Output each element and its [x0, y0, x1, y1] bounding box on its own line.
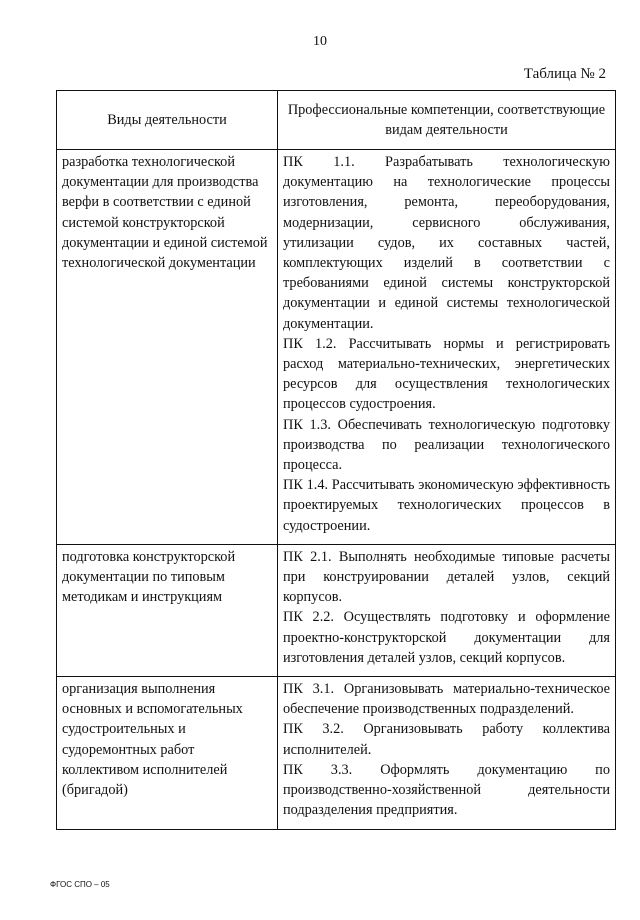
- competency-item: ПК 2.2. Осуществлять подготовку и оформление проектно-конструкторской документации для изготовления деталей узлов, секций корпусов.: [283, 609, 610, 666]
- activity-cell: разработка технологической документации для производства верфи в соответствии с единой системой конструкторской документации и единой системой технологической документации: [57, 150, 278, 545]
- activity-cell: организация выполнения основных и вспомогательных судостроительных и судоремонтных работ коллективом исполнителей (бригадой): [57, 677, 278, 829]
- competencies-cell: [278, 150, 616, 545]
- competency-item: ПК 3.2. Организовывать работу коллектива исполнителей.: [283, 721, 610, 758]
- competencies-table: [56, 90, 616, 830]
- page-number: 10: [313, 34, 327, 49]
- table-header-row: [57, 91, 616, 150]
- header-activities: Виды деятельности: [57, 91, 278, 150]
- table-row: [57, 544, 616, 676]
- competencies-cell: [278, 677, 616, 829]
- competency-item: ПК 1.1. Разрабатывать технологическую документацию на технологические процессы изготовления, ремонта, переоборудования, модернизации, сервисного обслуживания, утилизации судов, их составных частей, комплектующих изделий в соответствии с требованиями единой системы конструкторской документации и единой системы технологической документации.: [283, 154, 610, 332]
- competencies-cell: [278, 544, 616, 676]
- competency-item: ПК 1.2. Рассчитывать нормы и регистрировать расход материально-технических, энергетических ресурсов для осуществления технологических процессов судостроения.: [283, 335, 610, 413]
- competency-item: ПК 3.1. Организовывать материально-техническое обеспечение производственных подразделений.: [283, 681, 610, 718]
- competency-item: ПК 1.4. Рассчитывать экономическую эффективность проектируемых технологических процессов в судостроении.: [283, 477, 610, 534]
- footer-code: ФГОС СПО – 05: [50, 880, 110, 889]
- table-row: [57, 677, 616, 829]
- header-competencies: Профессиональные компетенции, соответствующие видам деятельности: [278, 91, 616, 150]
- table-caption: Таблица № 2: [523, 66, 606, 82]
- competency-item: ПК 3.3. Оформлять документацию по производственно-хозяйственной деятельности подразделения предприятия.: [283, 761, 610, 819]
- competency-item: ПК 2.1. Выполнять необходимые типовые расчеты при конструировании деталей узлов, секций корпусов.: [283, 548, 610, 606]
- competency-item: ПК 1.3. Обеспечивать технологическую подготовку производства по реализации технологического процесса.: [283, 416, 610, 474]
- activity-cell: подготовка конструкторской документации по типовым методикам и инструкциям: [57, 544, 278, 676]
- table-row: [57, 150, 616, 545]
